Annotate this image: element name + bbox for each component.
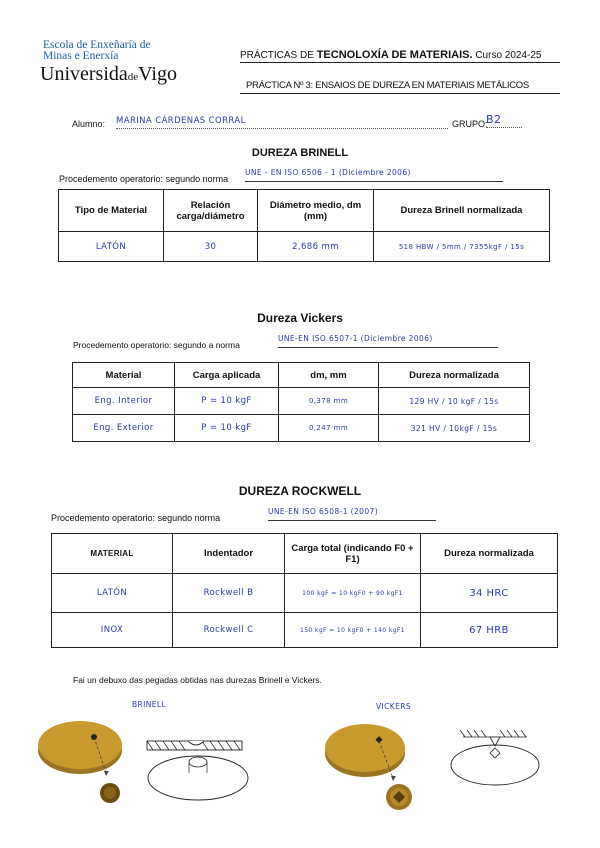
group-label: GRUPO: <box>452 119 488 129</box>
school-name: Escola de Enxeñaría de Minas e Enerxía <box>43 39 151 62</box>
rockwell-title: DUREZA ROCKWELL <box>238 484 362 498</box>
table-row: Eng. Exterior P = 10 kgF 0,247 mm 321 HV / 10kgF / 15s <box>73 415 530 442</box>
drawing-prompt: Fai un debuxo das pegadas obtidas nas durezas Brinell e Vickers. <box>73 675 322 685</box>
brinell-sketch <box>30 715 290 845</box>
vickers-procedure-label: Procedemento operatorio: segundo a norma <box>73 340 240 350</box>
brinell-plan <box>148 756 248 800</box>
group-value: B2 <box>486 113 522 128</box>
brinell-procedure-value: UNE - EN ISO 6506 - 1 (Diciembre 2006) <box>245 168 503 182</box>
brinell-header: Relación carga/diámetro <box>164 190 258 232</box>
brinell-header: Tipo de Material <box>59 190 164 232</box>
vickers-table <box>72 362 530 442</box>
student-label: Alumno: <box>72 119 106 129</box>
brinell-section <box>147 741 242 750</box>
practice-title: PRÁCTICA Nº 3: ENSAIOS DE DUREZA EN MATERIAIS METÁLICOS <box>246 80 529 91</box>
student-name: MARINA CÁRDENAS CORRAL <box>116 116 448 129</box>
brinell-title: DUREZA BRINELL <box>251 147 349 159</box>
rockwell-header: Dureza normalizada <box>421 534 558 574</box>
vickers-specimen <box>325 724 405 781</box>
table-row: LATÓN Rockwell B 100 kgF = 10 kgF0 + 90 kgF1 34 HRC <box>52 574 558 613</box>
vickers-indent-zoom <box>386 784 412 810</box>
rockwell-table <box>51 533 558 648</box>
header-divider-2 <box>240 93 560 94</box>
vickers-header: Material <box>73 363 175 388</box>
vickers-header: Dureza normalizada <box>379 363 530 388</box>
label-brinell: BRINELL <box>132 700 167 709</box>
vickers-sketch <box>315 715 585 845</box>
vickers-header: dm, mm <box>279 363 379 388</box>
vickers-section <box>460 730 527 746</box>
header-title: PRÁCTICAS DE TECNOLOXÍA DE MATERIAIS. Curso 2024-25 <box>240 49 542 61</box>
rockwell-header: MATERIAL <box>52 534 173 574</box>
brinell-table <box>58 189 550 262</box>
table-row: LATÓN 30 2,686 mm 518 HBW / 5mm / 7355kgF / 15s <box>59 232 550 262</box>
header-divider <box>240 62 560 63</box>
vickers-procedure-value: UNE-EN ISO 6507-1 (Diciembre 2006) <box>278 334 498 348</box>
rockwell-header: Carga total (indicando F0 + F1) <box>285 534 421 574</box>
table-row: INOX Rockwell C 150 kgF = 10 kgF0 + 140 kgF1 67 HRB <box>52 613 558 648</box>
vickers-plan <box>451 745 539 785</box>
vickers-header: Carga aplicada <box>175 363 279 388</box>
brinell-procedure-label: Procedemento operatorio: segundo norma <box>59 174 229 184</box>
university-logo: UniversidadeVigo <box>40 63 177 85</box>
label-vickers: VICKERS <box>376 702 412 711</box>
brinell-header: Dureza Brinell normalizada <box>374 190 550 232</box>
brinell-specimen <box>38 721 122 776</box>
vickers-title: Dureza Vickers <box>257 311 343 325</box>
rockwell-procedure-label: Procedemento operatorio: segundo norma <box>51 513 221 523</box>
brinell-header: Diámetro medio, dm (mm) <box>258 190 374 232</box>
rockwell-procedure-value: UNE-EN ISO 6508-1 (2007) <box>268 507 436 521</box>
rockwell-header: Indentador <box>173 534 285 574</box>
table-row: Eng. Interior P = 10 kgF 0,378 mm 129 HV / 10 kgF / 15s <box>73 388 530 415</box>
